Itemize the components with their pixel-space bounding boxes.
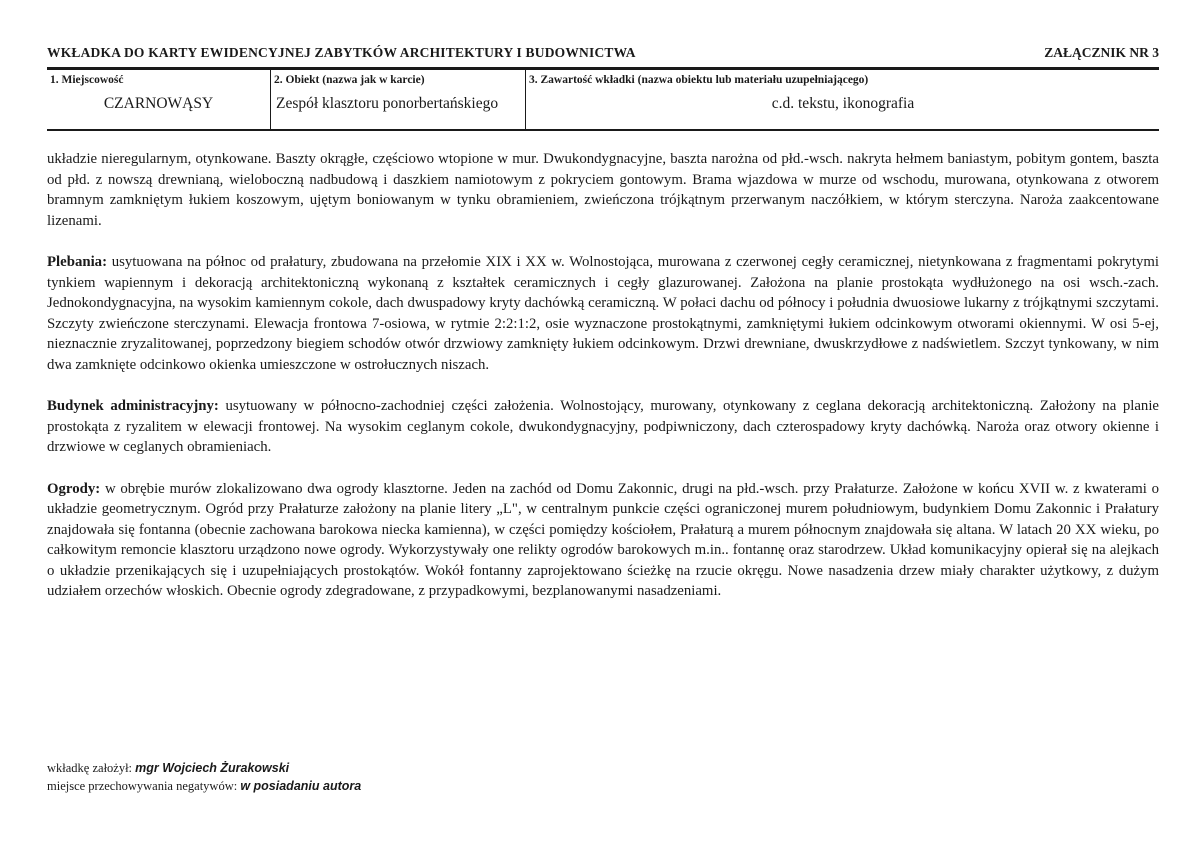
author-label: wkładkę założył: xyxy=(47,761,133,775)
paragraph-text: układzie nieregularnym, otynkowane. Baszty okrągłe, częściowo wtopione w mur. Dwukondygnacyjne, baszta narożna od płd.-wsch. nakryta hełmem baniastym, pobitym gontem, baszta od płd. z nowszą drewnianą, wieloboczną nadbudową i daszkiem namiotowym z pokryciem gontowym. Brama wjazdowa w murze od wschodu, murowana, otynkowana z otworem bramnym zamkniętym łukiem koszowym, ujętym boniowanym w tynku obramieniem, zwieńczona trójkątnym przerwanym naczółkiem, w którym sterczyna. Naroża zaakcentowane lizenami. xyxy=(47,151,1159,229)
storage-label: miejsce przechowywania negatywów: xyxy=(47,779,238,793)
paragraph xyxy=(47,396,1159,458)
document-header xyxy=(47,45,1159,67)
identification-fields xyxy=(47,70,1159,131)
author-value: mgr Wojciech Żurakowski xyxy=(135,761,290,775)
field-locality xyxy=(47,70,270,129)
paragraph xyxy=(47,479,1159,603)
paragraph-heading: Budynek administracyjny: xyxy=(47,398,219,415)
storage-value: w posiadaniu autora xyxy=(240,779,362,793)
paragraph xyxy=(47,149,1159,231)
paragraph-text: w obrębie murów zlokalizowano dwa ogrody klasztorne. Jeden na zachód od Domu Zakonnic, drugi na płd.-wsch. przy Prałaturze. Założone w końcu XVII w. z kwaterami o układzie geometrycznym. Ogród przy Prałaturze założony na planie litery „L", w centralnym punkcie części ograniczonej murem południowym, budynkiem Domu Zakonnic i Prałatury znajdowała się fontanna (obecnie zachowana barokowa niecka kamienna), w części pomiędzy kościołem, Prałaturą a murem północnym znajdowała się altana. W latach 20 XX wieku, po całkowitym remoncie klasztoru urządzono nowe ogrody. Wykorzystywały one relikty ogrodów barokowych m.in.. fontannę oraz starodrzew. Układ komunikacyjny opierał się na alejkach o układzie przenikających się i uzupełniających prostokątów. Wokół fontanny zaprojektowano ścieżkę na rzucie okręgu. Nowe nasadzenia drzew miały charakter użytkowy, z dużym udziałem orzechów włoskich. Obecnie ogrody zdegradowane, z przypadkowymi, bezplanowanymi nasadzeniami. xyxy=(47,480,1159,600)
field-value: Zespół klasztoru ponorbertańskiego xyxy=(276,95,499,112)
paragraph-text: usytuowana na północ od prałatury, zbudowana na przełomie XIX i XX w. Wolnostojąca, murowana z czerwonej cegły ceramicznej, nietynkowana z fragmentami pokrytymi tynkiem wapiennym i dekoracją architektoniczną wykonaną z kształtek ceramicznych i cegły glazurowanej. Założona na planie prostokąta wydłużonego na osi wsch.-zach. Jednokondygnacyjna, na wysokim kamiennym cokole, dach dwuspadowy kryty dachówką ceramiczną. W połaci dachu od północy i południa dwuosiowe lukarny z trójkątnymi szczytami. Szczyty zwieńczone sterczynami. Elewacja frontowa 7-osiowa, w rytmie 2:2:1:2, osie wyznaczone prostokątnymi, zamkniętymi łukiem odcinkowym otworami okiennymi. W osi 5-ej, nieznacznie zryzalitowanej, poprzedzony biegiem schodów otwór drzwiowy zamknięty łukiem odcinkowym. Drzwi drewniane, dwuskrzydłowe z nadświetlem. Szczyt tynkowany, w nim dwa zamknięte odcinkowo okienka umieszczone w ostrołucznych niszach. xyxy=(47,253,1159,373)
paragraph-heading: Ogrody: xyxy=(47,480,101,497)
document-title: WKŁADKA DO KARTY EWIDENCYJNEJ ZABYTKÓW ARCHITEKTURY I BUDOWNICTWA xyxy=(47,45,636,60)
paragraph-heading: Plebania: xyxy=(47,253,108,270)
field-value: c.d. tekstu, ikonografia xyxy=(771,95,915,112)
field-contents xyxy=(525,70,1160,129)
annex-number: ZAŁĄCZNIK NR 3 xyxy=(1044,45,1159,60)
document-footer xyxy=(47,759,361,795)
author-line xyxy=(47,759,361,777)
storage-line xyxy=(47,777,361,795)
paragraph-text: usytuowany w północno-zachodniej części założenia. Wolnostojący, murowany, otynkowany z ceglana dekoracją architektoniczną. Założony na planie prostokąta z ryzalitem w elewacji frontowej. Na wysokim ceglanym cokole, dwukondygnacyjny, podpiwniczony, dach czterospadowy kryty dachówką. Naroża oraz otwory okienne i drzwiowe w ceglanych obramieniach. xyxy=(47,398,1159,456)
field-label: 1. Miejscowość xyxy=(50,74,124,86)
field-value: CZARNOWĄSY xyxy=(103,95,214,112)
field-object xyxy=(270,70,526,129)
field-label: 3. Zawartość wkładki (nazwa obiektu lub materiału uzupełniającego) xyxy=(529,74,869,86)
field-label: 2. Obiekt (nazwa jak w karcie) xyxy=(274,74,425,86)
paragraph xyxy=(47,252,1159,376)
body-text xyxy=(47,149,1159,623)
